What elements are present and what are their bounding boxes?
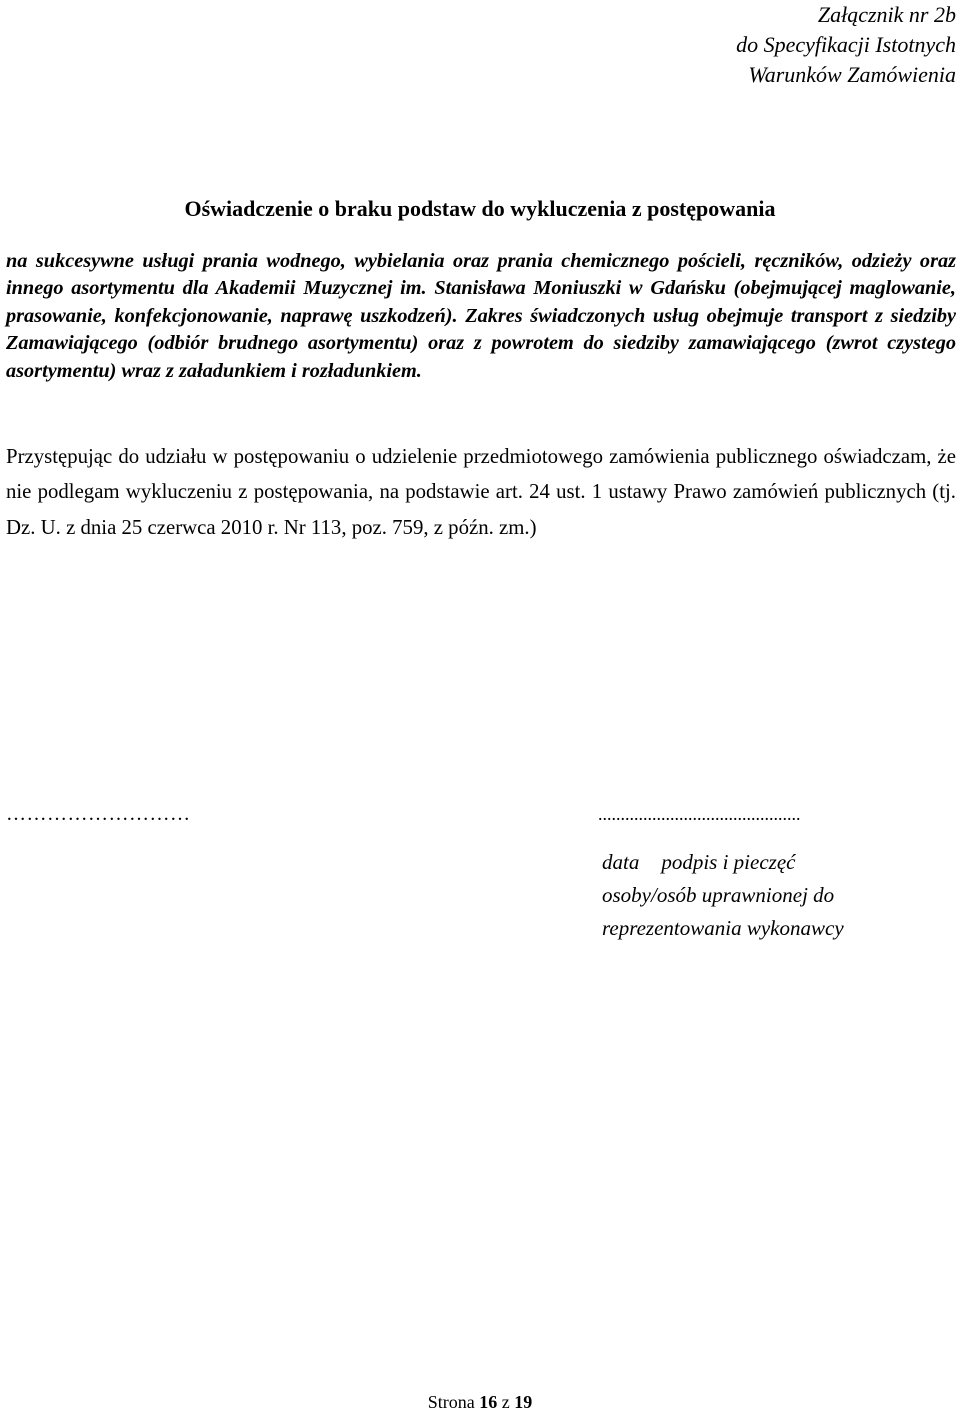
signature-caption-line-3: reprezentowania wykonawcy: [602, 916, 844, 940]
subject-paragraph: na sukcesywne usługi prania wodnego, wybielania oraz prania chemicznego pościeli, ręczników, odzieży oraz innego asortymentu dla Akademii Muzycznej im. Stanisława Moniuszki w Gdańsku (obejmującej maglowanie, prasowanie, konfekcjonowanie, naprawę uszkodzeń). Zakres świadczonych usług obejmuje transport z siedziby Zamawiającego (odbiór brudnego asortymentu) oraz z powrotem do siedziby zamawiającego (zwrot czystego asortymentu) wraz z załadunkiem i rozładunkiem.: [6, 250, 956, 382]
statement-paragraph: Przystępując do udziału w postępowaniu o udzielenie przedmiotowego zamówienia publicznego oświadczam, że nie podlegam wykluczeniu z postępowania, na podstawie art. 24 ust. 1 ustawy Prawo zamówień publicznych (tj. Dz. U. z dnia 25 czerwca 2010 r. Nr 113, poz. 759, z późn. zm.): [6, 445, 956, 539]
annex-line-2: do Specyfikacji Istotnych: [736, 32, 956, 57]
footer-prefix: Strona: [427, 1392, 475, 1412]
signature-caption: [602, 846, 844, 945]
signature-dotted-line: .............................................: [598, 804, 801, 824]
signature-caption-line-2: osoby/osób uprawnionej do: [602, 883, 835, 907]
annex-line-1: Załącznik nr 2b: [817, 2, 956, 27]
annex-header: [736, 0, 956, 90]
document-title: Oświadczenie o braku podstaw do wykluczenia z postępowania: [184, 196, 776, 221]
sign-label: podpis i pieczęć: [661, 850, 796, 874]
date-dotted-line: ………………………: [6, 803, 191, 825]
signature-caption-line-1: [602, 846, 844, 879]
annex-line-3: Warunków Zamówienia: [748, 62, 956, 87]
date-label: data: [602, 850, 640, 874]
footer-total-pages: 19: [514, 1392, 533, 1412]
footer-page-number: 16: [479, 1392, 498, 1412]
page-footer: [0, 1390, 960, 1414]
footer-of: z: [501, 1392, 510, 1412]
